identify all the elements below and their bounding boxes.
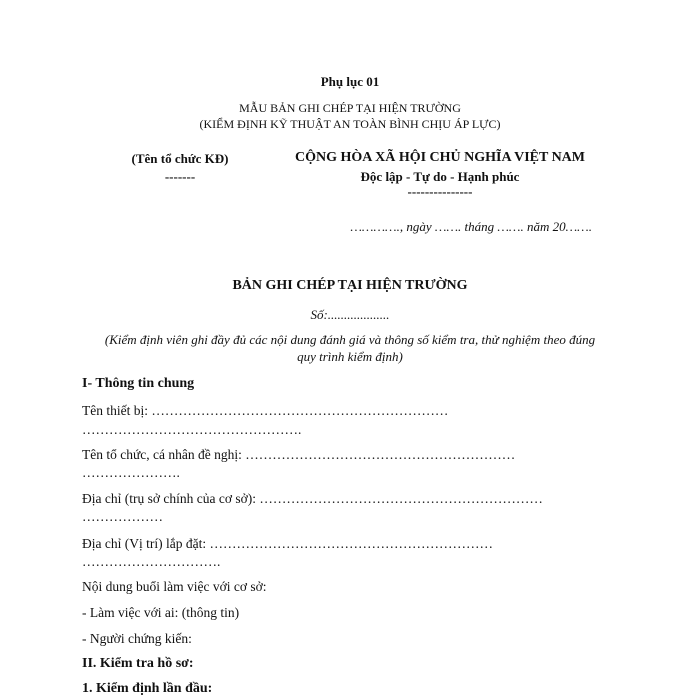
field-requester-continuation: …………………. — [82, 465, 180, 480]
field-install-location-continuation: …………………………. — [82, 554, 221, 569]
worked-with-label: - Làm việc với ai: (thông tin) — [82, 605, 240, 620]
country-name: CỘNG HÒA XÃ HỘI CHỦ NGHĨA VIỆT NAM — [294, 150, 585, 165]
appendix-title: Phụ lục 01 — [320, 74, 380, 89]
field-address: Địa chỉ (trụ sở chính của cơ sở): ……………………………………………………… — [82, 491, 543, 506]
date-line: …………., ngày ……. tháng ……. năm 20……. — [350, 219, 592, 234]
field-device-name: Tên thiết bị: ………………………………………………………… — [82, 403, 449, 418]
appendix-subtitle: MẪU BẢN GHI CHÉP TẠI HIỆN TRƯỜNG — [239, 101, 461, 115]
subsection-first-inspection: 1. Kiểm định lần đầu: — [82, 681, 213, 696]
witness-label: - Người chứng kiến: — [82, 631, 192, 646]
document-number: Số:................... — [310, 307, 390, 322]
motto: Độc lập - Tự do - Hạnh phúc — [360, 169, 520, 184]
appendix-subtitle-2: (KIỂM ĐỊNH KỸ THUẬT AN TOÀN BÌNH CHỊU ÁP LỰC) — [199, 117, 501, 131]
document-title: BẢN GHI CHÉP TẠI HIỆN TRƯỜNG — [232, 278, 468, 293]
meeting-content-label: Nội dung buổi làm việc với cơ sở: — [82, 579, 267, 594]
document-note: (Kiểm định viên ghi đầy đủ các nội dung đánh giá và thông số kiểm tra, thử nghiệm theo đúng — [104, 332, 596, 347]
motto-divider: --------------- — [407, 184, 473, 199]
section-heading-document-check: II. Kiểm tra hồ sơ: — [82, 656, 194, 671]
org-divider: ------- — [164, 169, 196, 184]
field-device-name-continuation: …………………………………………. — [82, 422, 302, 437]
field-address-continuation: ……………… — [82, 509, 163, 524]
document-note-2: quy trình kiểm định) — [297, 349, 403, 364]
field-install-location: Địa chỉ (Vị trí) lắp đặt: ……………………………………………………… — [82, 536, 493, 551]
field-requester: Tên tổ chức, cá nhân đề nghị: …………………………………………………… — [82, 447, 516, 462]
org-name: (Tên tổ chức KĐ) — [131, 151, 229, 166]
section-heading-general-info: I- Thông tin chung — [82, 376, 195, 391]
